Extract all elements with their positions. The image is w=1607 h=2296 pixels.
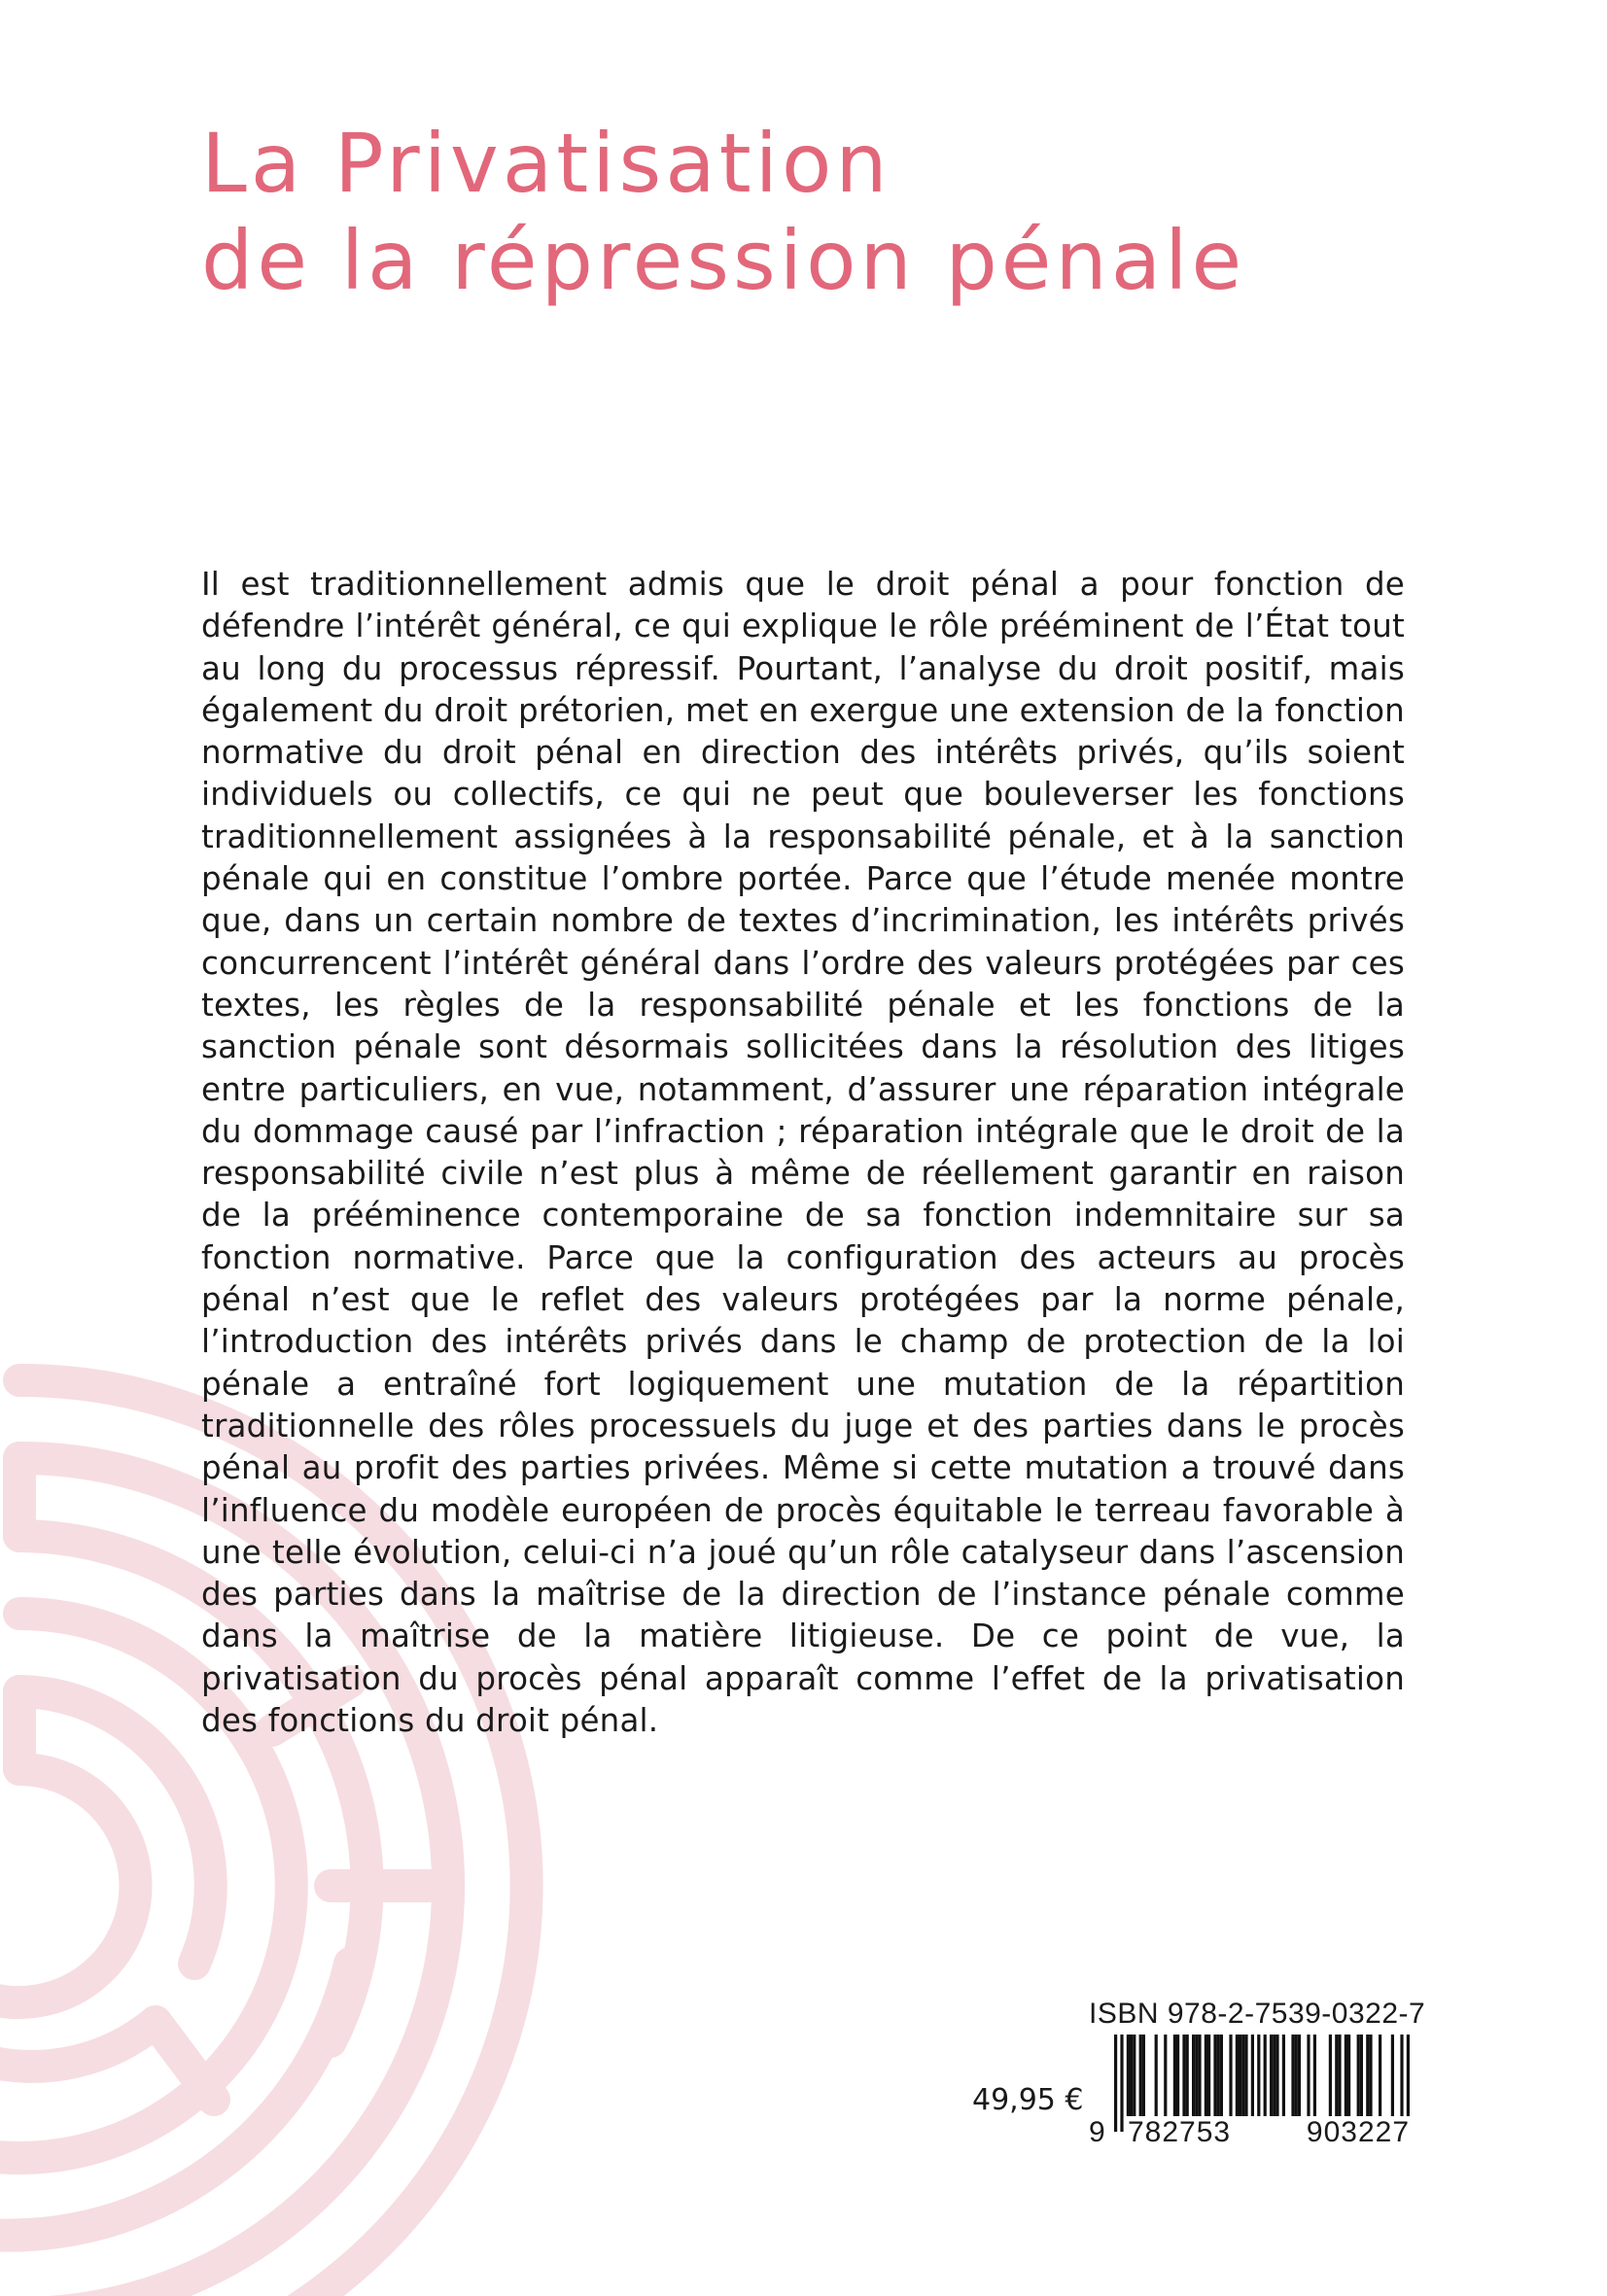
barcode-bar xyxy=(1176,2035,1179,2116)
barcode-bar xyxy=(1207,2035,1210,2116)
isbn-label: ISBN 978-2-7539-0322-7 xyxy=(1089,1998,1426,2030)
book-summary: Il est traditionnellement admis que le droit pénal a pour fonction de défendre l’intérêt général, ce qui explique le rôle prééminent de l’État tout au long du processus répressif. Pourtant, l’analyse du droit positif, mais également du droit prétorien, met en exergue une extension de la fonction normative du droit pénal en direction des intérêts privés, qu’ils soient individuels ou collectifs, ce qui ne peut que bouleverser les fonctions traditionnellement assignées à la responsabilité pénale, et à la sanction pénale qui en constitue l’ombre portée. Parce que l’étude menée montre que, dans un certain nombre de textes d’incrimination, les intérêts privés concurrencent l’intérêt général dans l’ordre des valeurs protégées par ces textes, les règles de la responsabilité pénale et les fonctions de la sanction pénale sont désormais sollicitées dans la résolution des litiges entre particuliers, en vue, notamment, d’assurer une réparation intégrale du dommage causé par l’infraction ; réparation intégrale que le droit de la responsabilité civile n’est plus à même de réellement garantir en raison de la prééminence contemporaine de sa fonction indemnitaire sur sa fonction normative. Parce que la configuration des acteurs au procès pénal n’est que le reflet des valeurs protégées par la norme pénale, l’introduction des intérêts privés dans le champ de protection de la loi pénale a entraîné fort logiquement une mutation de la répartition traditionnelle des rôles processuels du juge et des parties dans le procès pénal au profit des parties privées. Même si cette mutation a trouvé dans l’influence du modèle européen de procès équitable le terreau favorable à une telle évolution, celui-ci n’a joué qu’un rôle catalyseur dans l’ascension des parties dans la maîtrise de la direction de l’instance pénale comme dans la maîtrise de la matière litigieuse. De ce point de vue, la privatisation du procès pénal apparaît comme l’effet de la privatisation des fonctions du droit pénal. xyxy=(201,566,1405,1740)
barcode-bar xyxy=(1347,2035,1350,2116)
barcode-bar xyxy=(1369,2035,1372,2116)
barcode-bar xyxy=(1295,2035,1298,2116)
barcode-bar xyxy=(1244,2035,1247,2116)
barcode-bar xyxy=(1298,2035,1301,2116)
barcode-bar xyxy=(1142,2035,1145,2116)
barcode-bar xyxy=(1291,2035,1294,2116)
barcode-bar xyxy=(1270,2035,1273,2116)
barcode-bar xyxy=(1345,2035,1347,2116)
barcode-bar xyxy=(1366,2035,1369,2116)
barcode-bar xyxy=(1360,2035,1363,2116)
barcode-bar xyxy=(1195,2035,1198,2116)
barcode-bar xyxy=(1357,2035,1360,2116)
barcode-bar xyxy=(1198,2035,1201,2116)
barcode-bar xyxy=(1391,2035,1394,2116)
barcode-bar xyxy=(1120,2035,1123,2132)
barcode-bar xyxy=(1251,2035,1254,2116)
barcode-digits-group-2: 903227 xyxy=(1306,2116,1410,2148)
barcode-bar xyxy=(1205,2035,1207,2116)
barcode-bar xyxy=(1114,2035,1117,2132)
barcode-bar xyxy=(1338,2035,1341,2116)
barcode-bar xyxy=(1164,2035,1167,2116)
barcode-bar xyxy=(1192,2035,1195,2116)
barcode-bar xyxy=(1241,2035,1244,2116)
price: 49,95 € xyxy=(972,2083,1084,2117)
barcode-bar xyxy=(1173,2035,1176,2116)
barcode-first-digit: 9 xyxy=(1089,2116,1105,2148)
barcode-bar xyxy=(1379,2035,1381,2116)
barcode-digits xyxy=(1128,2116,1410,2149)
barcode-bar xyxy=(1236,2035,1239,2116)
barcode-bar xyxy=(1313,2035,1316,2116)
barcode-bar xyxy=(1139,2035,1142,2116)
barcode-bar xyxy=(1275,2035,1278,2116)
barcode-bar xyxy=(1213,2035,1216,2116)
barcode xyxy=(1089,2035,1410,2163)
barcode-bar xyxy=(1155,2035,1158,2116)
barcode-bar xyxy=(1329,2035,1332,2116)
barcode-bar xyxy=(1229,2035,1232,2116)
barcode-bar xyxy=(1239,2035,1241,2116)
barcode-bar xyxy=(1182,2035,1185,2116)
barcode-bar xyxy=(1335,2035,1338,2116)
barcode-bar xyxy=(1130,2035,1133,2116)
barcode-bar xyxy=(1273,2035,1275,2116)
barcode-bar xyxy=(1217,2035,1220,2116)
barcode-bar xyxy=(1127,2035,1130,2116)
isbn-block xyxy=(1089,1998,1426,2163)
barcode-bar xyxy=(1307,2035,1310,2116)
barcode-bar xyxy=(1282,2035,1285,2116)
barcode-bar xyxy=(1133,2035,1135,2116)
barcode-bar xyxy=(1220,2035,1223,2116)
barcode-digits-group-1: 782753 xyxy=(1128,2116,1232,2148)
book-title-line-2: de la répression pénale xyxy=(201,213,1246,308)
book-title xyxy=(201,115,1245,309)
book-title-line-1: La Privatisation xyxy=(201,116,891,211)
barcode-bar xyxy=(1186,2035,1189,2116)
